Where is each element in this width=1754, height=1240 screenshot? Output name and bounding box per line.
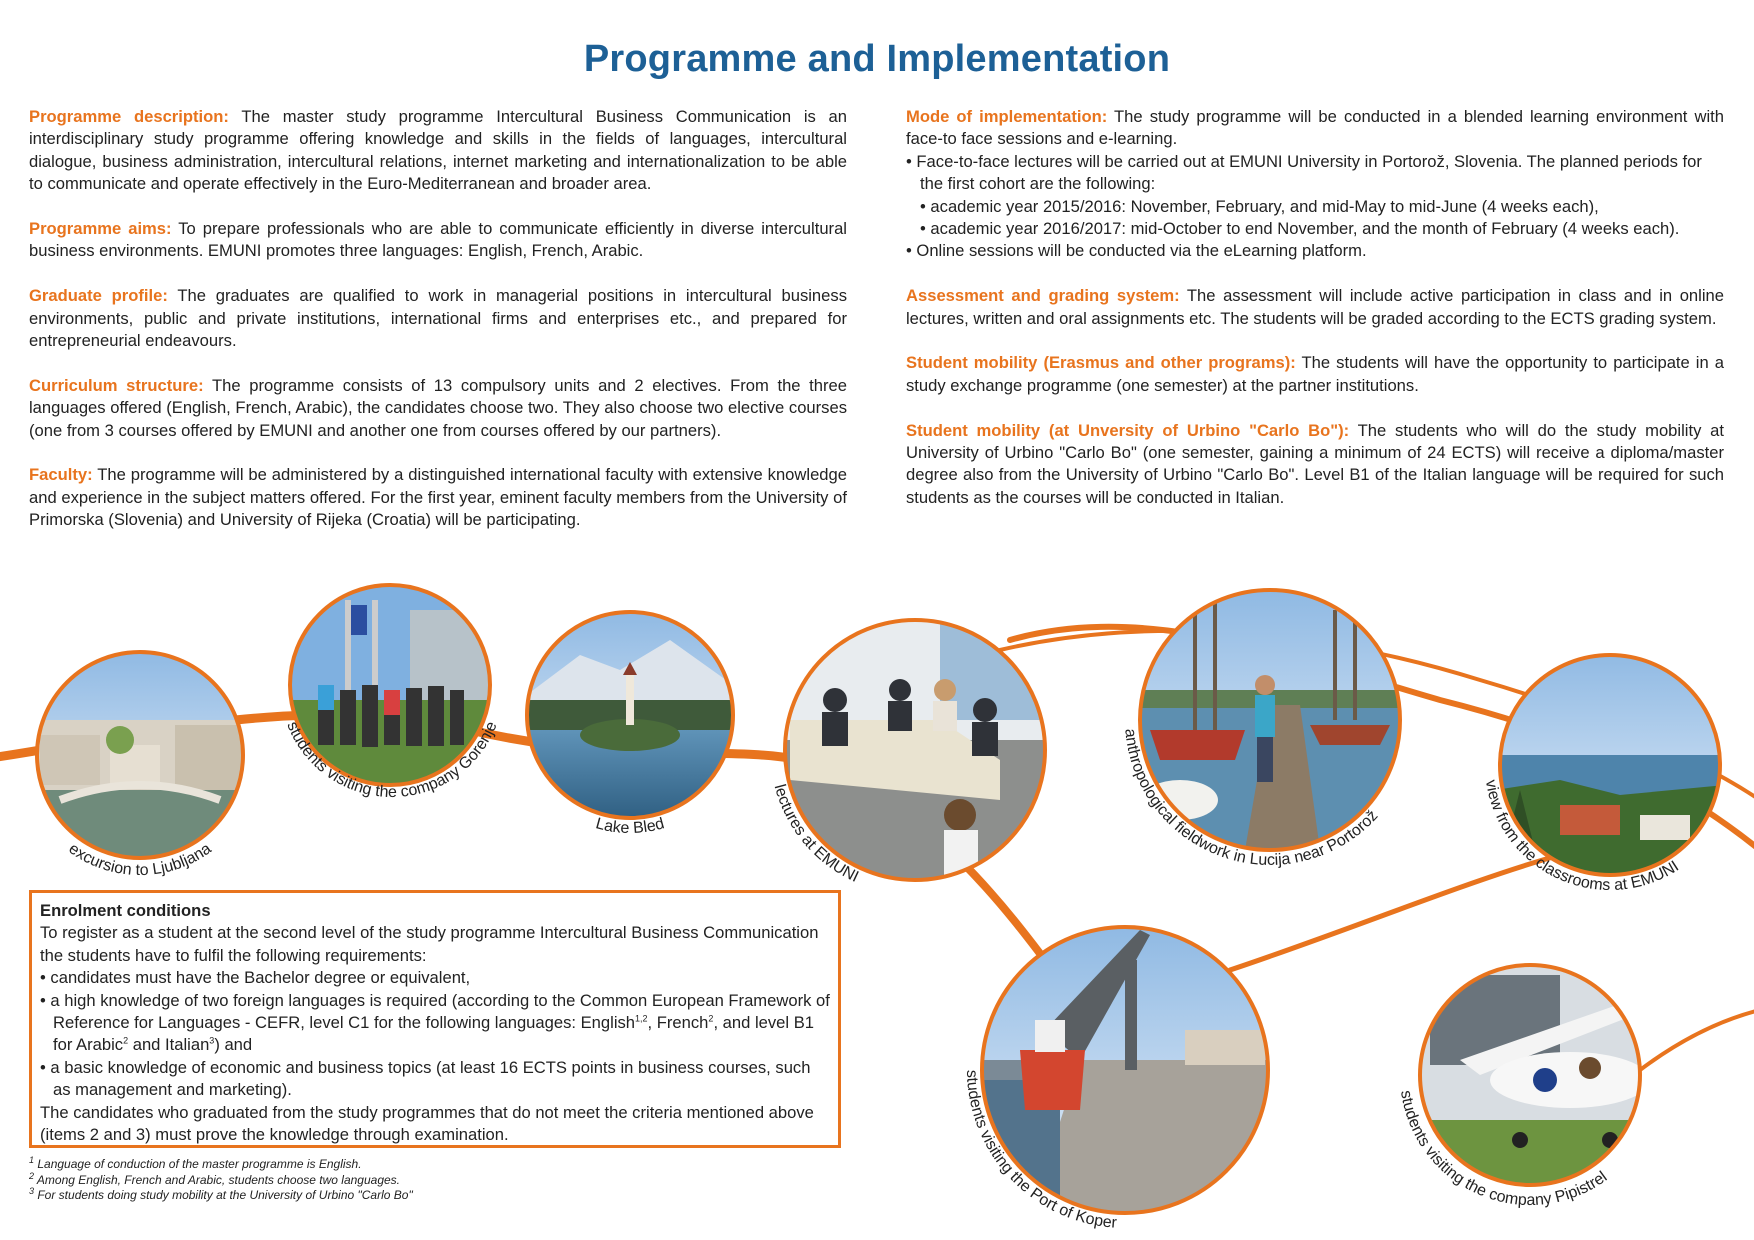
mode-bullet-face-to-face: • Face-to-face lectures will be carried out at EMUNI University in Portorož, Slovenia. The planned periods for the first cohort are the following: [906,151,1702,194]
footnote-1-text: Language of conduction of the master programme is English. [34,1157,362,1171]
languages-text-5: ) and [214,1035,253,1055]
curriculum-structure-text: The programme consists of 13 compulsory units and 2 electives. From the three languages offered (English, French, Arabic), the candidates choose two. They also choose two elective courses (one from 3 courses offered by EMUNI and another one from courses offered by our partners). [29,375,848,440]
caption-ljubljana: excursion to Ljubljana [65,840,215,880]
mode-heading: Mode of implementation: [906,107,1108,126]
footnote-1 [29,1157,413,1173]
caption-lectures: lectures at EMUNI [770,782,861,886]
programme-description-text: The master study programme Intercultural Business Communication is an interdisciplinary study programme offering knowledge and skills in the fields of languages, intercultural dialogue, business administration, intercultural relations, internet marketing and internationalization to be able to communicate and operate effectively in the Euro-Mediterranean and broader area. [29,107,848,194]
footnote-mark-2a: 2 [708,1013,714,1024]
mobility-erasmus-heading: Student mobility (Erasmus and other programs): [906,353,1296,373]
footnote-3-text: For students doing study mobility at the University of Urbino "Carlo Bo" [34,1188,413,1202]
caption-koper: students visiting the Port of Koper [962,1069,1118,1232]
mode-bullet-2016: • academic year 2016/2017: mid-October to end November, and the month of February (4 weeks each). [920,219,1680,239]
footnote-3-number: 3 [29,1186,35,1196]
caption-gorenje: students visiting the company Gorenje [283,719,501,802]
faculty-heading: Faculty: [29,465,93,485]
enrolment-conditions-box [29,890,841,1148]
languages-text-4: and Italian [128,1035,210,1055]
languages-text-1: • a high knowledge of two foreign languages is required (according to the Common European Framework of Reference for Languages - CEFR, level C1 for the following languages: English [40,990,830,1033]
photo-ljubljana [30,650,250,860]
programme-aims-heading: Programme aims: [29,219,172,239]
enrolment-heading: Enrolment conditions [40,901,211,920]
footnote-mark-3: 3 [209,1035,215,1046]
enrolment-bullet-bachelor: • candidates must have the Bachelor degree or equivalent, [40,968,471,988]
mobility-erasmus-text: The students will have the opportunity to participate in a study exchange programme (one semester) at the partner institutions. [906,353,1724,395]
mode-bullet-online: • Online sessions will be conducted via the eLearning platform. [906,241,1367,261]
page-title: Programme and Implementation [583,38,1171,80]
photo-lake-bled [520,610,740,820]
mode-bullet-2015: • academic year 2015/2016: November, February, and mid-May to mid-June (4 weeks each), [920,196,1599,216]
footnote-2-text: Among English, French and Arabic, students choose two languages. [34,1172,401,1187]
mobility-urbino-heading: Student mobility (at Unversity of Urbino "Carlo Bo"): [906,420,1350,440]
caption-lucija: anthropological fieldwork in Lucija near Portorož [1121,727,1382,869]
enrolment-bullet-business: • a basic knowledge of economic and business topics (at least 16 ECTS points in business courses, such as management and marketing). [40,1057,811,1100]
programme-aims-text: To prepare professionals who are able to communicate efficiently in diverse intercultural business environments. EMUNI promotes three languages: English, French, Arabic. [29,219,847,261]
assessment-heading: Assessment and grading system: [906,286,1180,306]
footnote-2 [29,1170,413,1189]
footnote-mark-2b: 2 [123,1035,129,1046]
assessment-text: The assessment will include active participation in class and in online lectures, written and oral assignments etc. The students will be graded according to the ECTS grading system. [906,286,1724,328]
enrolment-outro: The candidates who graduated from the study programmes that do not meet the criteria mentioned above (items 2 and 3) must prove the knowledge through examination. [40,1102,814,1145]
mobility-urbino-text: The students who will do the study mobility at University of Urbino "Carlo Bo" (one semester, gaining a minimum of 24 ECTS) will receive a diploma/master degree also from the University of Urbino "Carlo Bo". Level B1 of the Italian language will be required for such students as the courses will be conducted in Italian. [906,420,1724,507]
faculty-text: The programme will be administered by a distinguished international faculty with extensive knowledge and experience in the subject matters offered. For the first year, eminent faculty members from the University of Primorska (Slovenia) and University of Rijeka (Croatia) will be participating. [29,465,847,530]
footnotes [29,1157,413,1204]
programme-description-heading: Programme description: [29,107,229,126]
photo-pipistrel [1415,960,1660,1190]
footnote-mark-1-2: 1,2 [635,1013,648,1024]
enrolment-intro: To register as a student at the second level of the study programme Intercultural Business Communication the students have to fulfil the following requirements: [40,923,819,965]
caption-pipistrel: students visiting the company Pipistrel [1397,1089,1611,1210]
graduate-profile-text: The graduates are qualified to work in managerial positions in intercultural business environments, public and private institutions, international firms and enterprises etc., and prepared for entrepreneurial endeavours. [29,286,847,351]
caption-classrooms: view from the classrooms at EMUNI [1481,778,1682,895]
curriculum-structure-heading: Curriculum structure: [29,375,204,395]
caption-lake-bled: Lake Bled [593,815,667,838]
enrolment-bullet-languages [40,990,830,1057]
footnote-3 [29,1188,413,1204]
footnote-2-number: 2 [29,1170,35,1181]
footnote-1-number: 1 [29,1155,35,1165]
languages-text-3: , and level B1 for Arabic [53,1013,814,1055]
languages-text-2: , French [647,1013,709,1033]
graduate-profile-heading: Graduate profile: [29,286,168,306]
mode-text: The study programme will be conducted in a blended learning environment with face-to face sessions and e-learning. [906,107,1724,149]
